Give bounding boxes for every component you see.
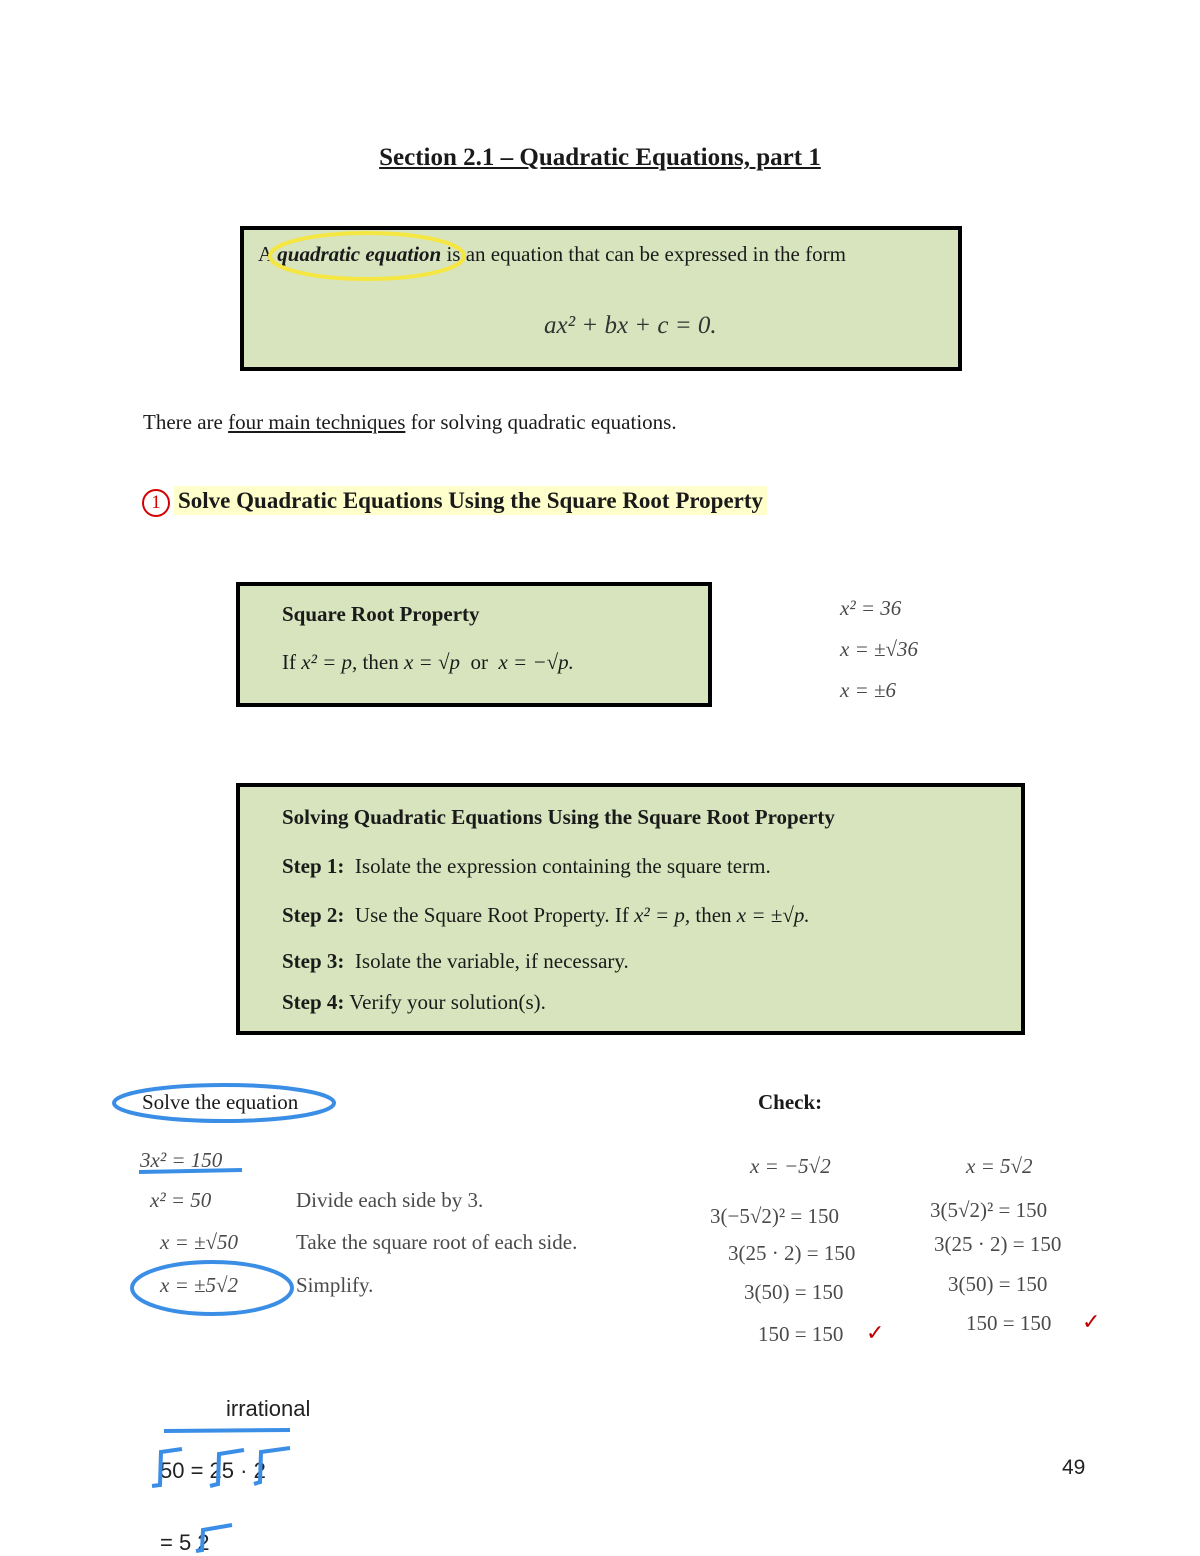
step-2	[282, 903, 810, 928]
page-title: Section 2.1 – Quadratic Equations, part 1	[379, 144, 821, 171]
intro-before: There are	[143, 410, 223, 434]
definition-formula: ax² + bx + c = 0.	[544, 312, 717, 339]
property-statement	[282, 650, 574, 675]
step-3	[282, 949, 629, 974]
step-2-text: Use the Square Root Property. If	[354, 903, 629, 927]
steps-box	[236, 783, 1025, 1035]
handwritten-line-2: = 5 2	[160, 1530, 210, 1555]
check-right-head: x = 5√2	[966, 1154, 1033, 1178]
blue-ink-radical-result	[190, 1522, 238, 1553]
example-line-2: x² = 50	[150, 1188, 212, 1212]
definition-term: quadratic equation	[277, 242, 442, 266]
side-example-line2: x = ±√36	[840, 637, 919, 661]
steps-title: Solving Quadratic Equations Using the Square Root Property	[282, 805, 835, 829]
intro-after: for solving quadratic equations.	[410, 410, 677, 434]
page-number: 49	[1062, 1456, 1086, 1479]
check-left-line-2: 3(25 · 2) = 150	[728, 1241, 856, 1265]
check-right-line-4: 150 = 150	[966, 1311, 1052, 1335]
handwritten-irrational: irrational	[226, 1396, 311, 1421]
property-if: If	[282, 650, 296, 674]
step-4-text: Verify your solution(s).	[349, 990, 546, 1014]
example-line-1: 3x² = 150	[140, 1148, 223, 1172]
property-sol1: x = √p	[403, 650, 460, 674]
step-2-label: Step 2:	[282, 903, 345, 927]
example-line-3: x = ±√50	[160, 1230, 239, 1254]
property-then: then	[362, 650, 399, 674]
side-example-line3: x = ±6	[840, 678, 897, 702]
example-note-3: Take the square root of each side.	[296, 1230, 578, 1254]
step-1-label: Step 1:	[282, 854, 345, 878]
step-3-text: Isolate the variable, if necessary.	[354, 949, 629, 973]
property-title: Square Root Property	[282, 602, 480, 626]
step-4	[282, 990, 546, 1015]
check-left-line-4: 150 = 150	[758, 1322, 844, 1346]
step-3-label: Step 3:	[282, 949, 345, 973]
step-2-math: x² = p,	[634, 903, 691, 927]
check-left-line-3: 3(50) = 150	[744, 1280, 844, 1304]
check-right-line-2: 3(25 · 2) = 150	[934, 1232, 1062, 1256]
property-sol2: x = −√p.	[498, 650, 574, 674]
property-eq: x² = p,	[301, 650, 358, 674]
handwritten-line-1: 50 = 25 · 2	[160, 1458, 266, 1483]
definition-prefix: A	[258, 242, 273, 266]
technique-1-title: Solve Quadratic Equations Using the Square Root Property	[174, 486, 767, 515]
step-1	[282, 854, 771, 879]
yellow-highlight-ellipse	[266, 230, 468, 284]
check-right-line-1: 3(5√2)² = 150	[930, 1198, 1048, 1222]
check-left-head: x = −5√2	[750, 1154, 831, 1178]
step-2-then: then	[695, 903, 732, 927]
check-label: Check:	[758, 1090, 823, 1114]
intro-line	[143, 410, 677, 435]
example-note-2: Divide each side by 3.	[296, 1188, 484, 1212]
example-line-4: x = ±5√2	[160, 1273, 239, 1297]
blue-ink-overline	[160, 1424, 294, 1436]
blue-ink-ellipse-answer	[128, 1258, 298, 1320]
technique-1-heading	[142, 488, 767, 517]
technique-number-badge: 1	[142, 489, 170, 517]
step-4-label: Step 4:	[282, 990, 345, 1014]
square-root-property-box	[236, 582, 712, 707]
example-prompt: Solve the equation	[142, 1090, 299, 1114]
step-1-text: Isolate the expression containing the square term.	[354, 854, 771, 878]
definition-rest: is an equation that can be expressed in the form	[446, 242, 846, 266]
check-right-checkmark: ✓	[1082, 1309, 1101, 1334]
blue-ink-ellipse-prompt	[110, 1080, 338, 1126]
step-2-math2: x = ±√p.	[736, 903, 810, 927]
example-note-4: Simplify.	[296, 1273, 374, 1297]
check-left-checkmark: ✓	[866, 1320, 885, 1345]
check-right-line-3: 3(50) = 150	[948, 1272, 1048, 1296]
blue-ink-radical-marks	[146, 1444, 296, 1490]
blue-ink-underline	[136, 1166, 246, 1176]
intro-underlined: four main techniques	[228, 410, 406, 434]
check-left-line-1: 3(−5√2)² = 150	[710, 1204, 839, 1228]
side-example-line1: x² = 36	[840, 596, 902, 620]
property-or: or	[470, 650, 488, 674]
